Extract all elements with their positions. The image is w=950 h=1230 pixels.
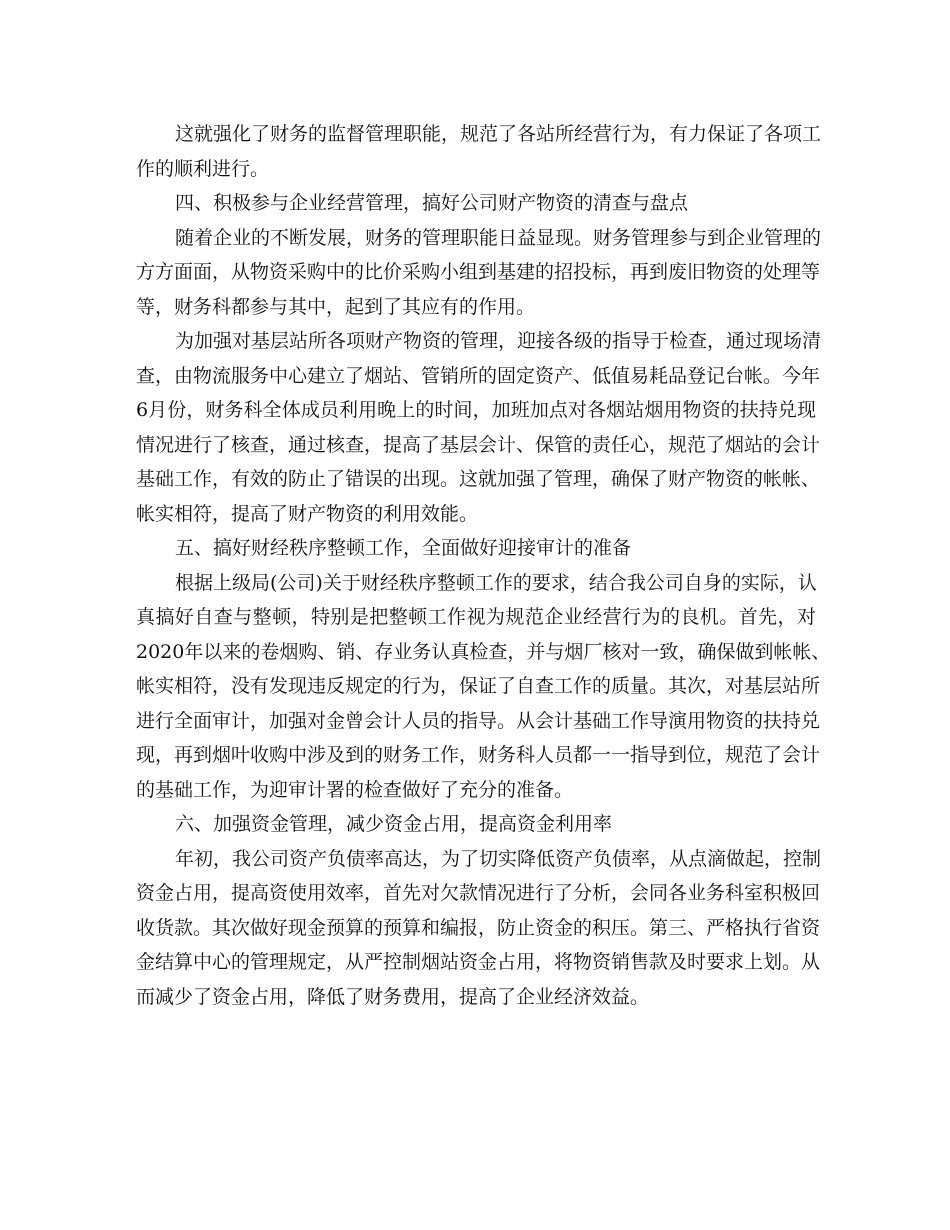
paragraph-line: 为加强对基层站所各项财产物资的管理，迎接各级的指导于检查，通过现场清: [175, 330, 822, 352]
paragraph-line: 年初，我公司资产负债率高达，为了切实降低资产负债率，从点滴做起，控制: [175, 847, 822, 870]
paragraph-line: 6月份，财务科全体成员利用晚上的时间，加班加点对各烟站烟用物资的扶持兑现: [136, 399, 816, 421]
paragraph-line: 随着企业的不断发展，财务的管理职能日益显现。财务管理参与到企业管理的: [175, 226, 822, 249]
paragraph-line: 查，由物流服务中心建立了烟站、管销所的固定资产、低值易耗品登记台帐。今年: [136, 364, 821, 387]
paragraph-line: 真搞好自查与整顿，特别是把整顿工作视为规范企业经营行为的良机。首先，对: [136, 606, 816, 628]
paragraph-line: 这就强化了财务的监督管理职能，规范了各站所经营行为，有力保证了各项工: [175, 123, 822, 145]
section-heading: 四、积极参与企业经营管理，搞好公司财产物资的清查与盘点: [175, 192, 689, 214]
paragraph-line: 帐实相符，没有发现违反规定的行为，保证了自查工作的质量。其次，对基层站所: [136, 675, 821, 697]
paragraph-line: 的基础工作，为迎审计署的检查做好了充分的准备。: [136, 778, 574, 801]
paragraph-line: 帐实相符，提高了财产物资的利用效能。: [136, 502, 479, 525]
section-heading: 六、加强资金管理，减少资金占用，提高资金利用率: [175, 813, 613, 835]
paragraph-line: 情况进行了核查，通过核查，提高了基层会计、保管的责任心，规范了烟站的会计: [136, 433, 821, 456]
paragraph-line: 现，再到烟叶收购中涉及到的财务工作，财务科人员都一一指导到位，规范了会计: [136, 744, 821, 766]
paragraph-line: 资金占用，提高资使用效率，首先对欠款情况进行了分析，会同各业务科室积极回: [136, 882, 821, 904]
document-body: [136, 117, 831, 1014]
paragraph-line: 根据上级局(公司)关于财经秩序整顿工作的要求，结合我公司自身的实际，认: [175, 571, 817, 594]
section-heading: 五、搞好财经秩序整顿工作，全面做好迎接审计的准备: [175, 537, 632, 559]
paragraph-line: 基础工作，有效的防止了错误的出现。这就加强了管理，确保了财产物资的帐帐、: [136, 468, 821, 490]
paragraph-line: 作的顺利进行。: [136, 157, 270, 180]
paragraph-line: 方方面面，从物资采购中的比价采购小组到基建的招投标，再到废旧物资的处理等: [136, 261, 821, 283]
paragraph-line: 收货款。其次做好现金预算的预算和编报，防止资金的积压。第三、严格执行省资: [136, 916, 821, 939]
paragraph-line: 进行全面审计，加强对金曾会计人员的指导。从会计基础工作导演用物资的扶持兑: [136, 709, 821, 732]
paragraph-line: 2020年以来的卷烟购、销、存业务认真检查，并与烟厂核对一致，确保做到帐帐、: [136, 640, 831, 663]
paragraph-line: 而减少了资金占用，降低了财务费用，提高了企业经济效益。: [136, 985, 650, 1008]
paragraph-line: 金结算中心的管理规定，从严控制烟站资金占用，将物资销售款及时要求上划。从: [136, 951, 821, 973]
paragraph-line: 等，财务科都参与其中，起到了其应有的作用。: [136, 295, 536, 318]
